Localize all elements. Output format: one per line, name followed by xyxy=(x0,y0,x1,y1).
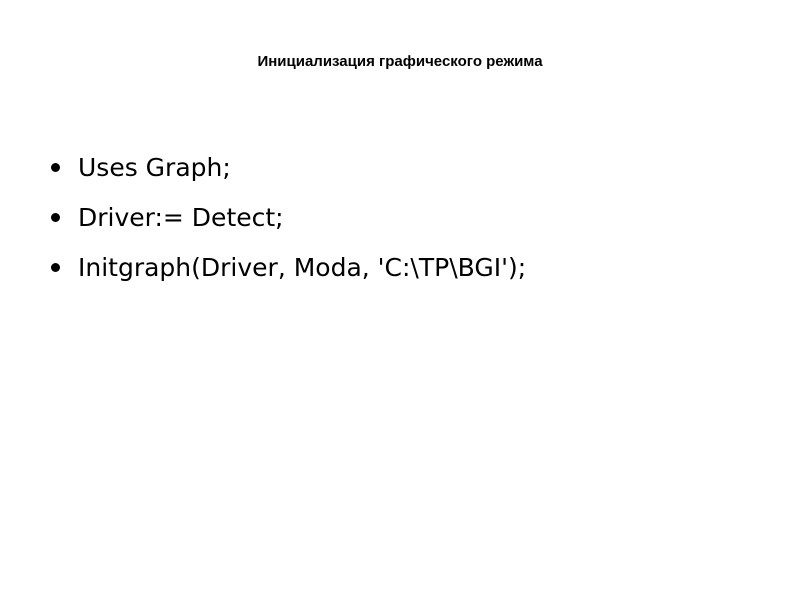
slide-title: Инициализация графического режима xyxy=(257,53,543,70)
bullet-item-initgraph xyxy=(51,248,751,298)
bullet-item-uses-graph xyxy=(51,148,751,198)
bullet-text: Uses Graph; xyxy=(78,153,231,182)
bullet-list xyxy=(51,148,751,298)
bullet-dot-icon xyxy=(51,213,60,222)
bullet-text: Driver:= Detect; xyxy=(78,203,284,232)
bullet-text: Initgraph(Driver, Moda, 'C:\TP\BGI'); xyxy=(78,253,527,282)
bullet-item-driver-detect xyxy=(51,198,751,248)
bullet-dot-icon xyxy=(51,263,60,272)
bullet-dot-icon xyxy=(51,163,60,172)
